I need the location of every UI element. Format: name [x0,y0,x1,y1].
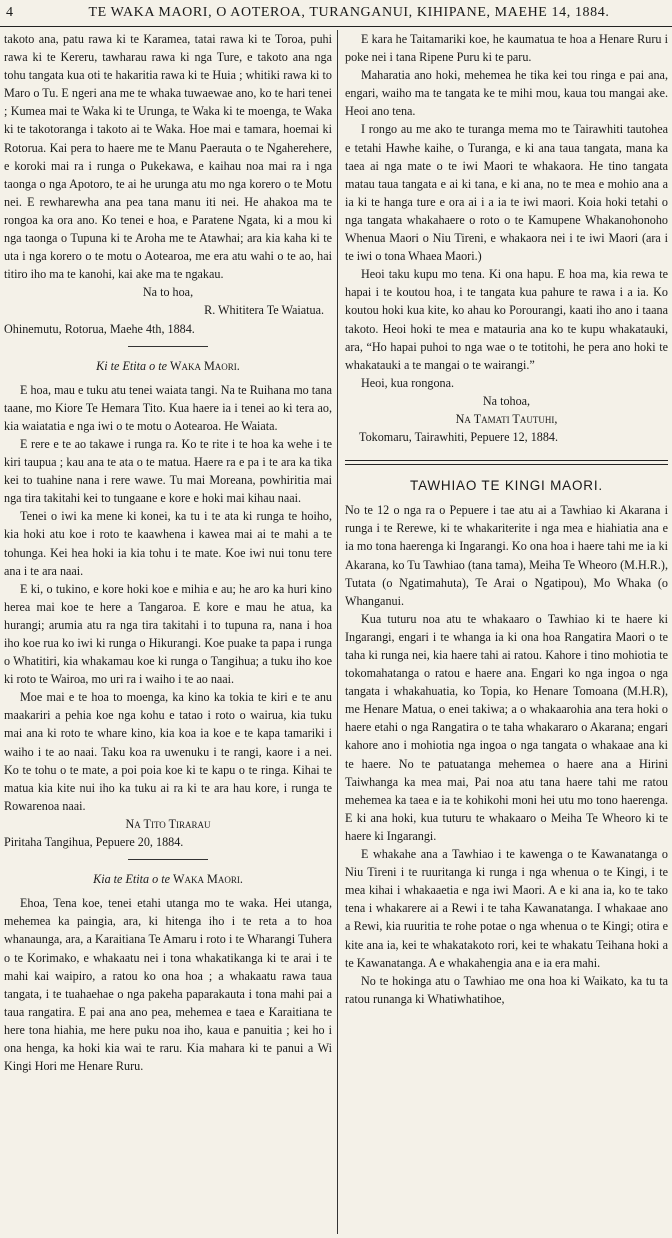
short-rule [128,346,208,347]
letter3-paragraph: Ehoa, Tena koe, tenei etahi utanga mo te waka. Hei utanga, mehemea ka paingia, ara, ki hitenga iho i te reta a to hoa whanaunga, ara, a Karaitiana Te Amaru i roto i te Wharangi Tuhera o te Korimako, e whakaatu nei i tona whakatikanga ki te arai i te mahi kai waipiro, a ratou ko ona hoa ; a whakaatu rawa taua tangata, i te tuahaehae o nga pakeha paparakauta i tona mahi pai a taua rangatira. E pai ana ano pea, mehemea e taea e Karaitiana te here tona hiahia, me here puku noa iho, kaua e panuitia ; kei ho i ona henga, ka hoki kia wai te raru. Kia mahara ki te panui a Wi Kingi Hori me Henare Ruru. [4,896,332,1074]
letter1-closing: Na to hoa, [142,285,194,300]
article-paragraph: Kua tuturu noa atu te whakaaro o Tawhiao ki te haere ki Ingarangi, engari i te whanga ia ki ona hoa Rangatira Maori o te taha ki runga nei, kia haere tahi ai ratou. Kahore i tino mohiotia te tokomahatanga o ratou e haere ana. Engari ko nga ingoa o nga tangata i whakahuatia, ko Topia, ko Henare Tomoana (M.H.R), me Henare Matua, o enei takiwa; a o whakaarohia ana tera hoki o haere etahi o nga Rangatira o te taha whakararo o Akarana; engari kahore ano i mohiotia nga ingoa o nga tangata o whakaae ana ki te haere. No te patuatanga mehemea o haere ana a Hirini Taiwhanga ka mea mai, Pai noa atu tana haere tahi me ratou mehemea ka taea e ia te kohikohi moni hei utu mo tono haerenga. E ki ana hoki, kua tuturu te whakaaro o Meiha Te Wheoro ki te haere ki Ingarangi. [345,611,668,843]
letter3-paragraph: Heoi, kua rongona. [361,375,455,390]
letter3-paragraph: Maharatia ano hoki, mehemea he tika kei tou ringa e pai ana, engari, waiho ma te tangata ke te mihi mou, kaua tou mangai ake. Heoi ano tena. [345,68,668,119]
letter2-paragraph: E rere e te ao takawe i runga ra. Ko te rite i te hoa ka wehe i te kiri taupua ; kau ana te ata o te matua. Haere ra e pa i te ara ka tika kei to tuahine nana i rere wawe. Tu mai Moreana, powhiritia mai nga tira takitahi kei to tungaane e kore e hoki mai kihau naai. [4,436,332,506]
article-paragraph: No te hokinga atu o Tawhiao me ona hoa ki Waikato, ka tu ta ratou runanga ki Whatiwhatihoe, [345,973,668,1006]
masthead-title: TE WAKA MAORI, O AOTEROA, TURANGANUI, KIHIPANE, MAEHE 14, 1884. [88,5,610,20]
masthead [0,0,672,27]
letter2-paragraph: E ki, o tukino, e kore hoki koe e mihia e au; he aro ka huri kino herea mai koe te here a Tangaroa. E kore e mau he atua, ka hurangi; arumia atu ra nga tira takitahi i to tupuna ra, nana i hoa iho koe rua ko iwi ki runga o Hikurangi. Koe puake ta papa i runga o Whatitiri, kia whakamau koe ki runga o Tangihua; a tuku iho koe ki roto te Wairoa, mo uri ra i waiho i te ao naai. [4,581,332,687]
letter2-heading: Ki te Etita o te Waka Maori. [96,358,240,373]
letter1-body: takoto ana, patu rawa ki te Karamea, tatai rawa ki te Toroa, puhi rawa ki te Kereru, tawharau rawa ki nga Ture, e takoto ana nga tohu tangata kua oti te hakaritia rawa ki te Huia ; whitiki rawa ki to Maro o Tu. E ngeri ana me te whaka tuwaewae ano, ko te hari tenei ; Kumea mai te Waka ki te Urunga, te Waka ki te moenga, te Waka ki te takotoranga i takoto ai te Waka. Hoe mai e tamara, hoemai ki Rotorua. Kai pera to haere me te Manu Paerauta o te Ngaherehere, e koroki mai ra i runga o Pukekawa, e kaihau noa mai ra i nga taonga o nga Apotoro, te ai he urunga atu mo nga korero o te Motu nei. E rewharewha ana pea tana manu iti nei. He ahakoa ma te rongoa ka ora ano. Ko tenei e hoa, e Paratene Ngata, ki a mou ki nga taonga o Tupuna ki te Aroha me te Atawhai; ara kia kaha ki te uta i nga korero o te motu o Aotearoa, me era atu wahi o te ao, hai titiro iho ma te kanohi, kai ake ma te ngakau. [4,32,332,282]
letter3-closing: Na tohoa, [482,393,531,408]
letter1-signature: R. Whititera Te Waiatua. [204,303,324,318]
article-paragraph: E whakahe ana a Tawhiao i te kawenga o te Kawanatanga o Niu Tireni i te ruuritanga ki runga i nga whenua o te Kingi, i te mea kihai i whakaaetia e nga iwi Maori. A e ki ana ia, ko te tako tena i whakarere ai a Rewi i te taha Kawanatanga. I whakaae ano a Rewi, kia ruuritia te rohe potae o nga whenua o te Kingi; otira e kite ana ia, kei te whakatakoto rori, kei te whakatu Teihana hoki a te Kawanatanga. A e whakahengia ana e ia era mahi. [345,847,668,970]
letter1-place-date: Ohinemutu, Rotorua, Maehe 4th, 1884. [4,321,195,336]
left-column [4,30,332,1234]
letter2-signature: Na Tito Tirarau [125,816,211,831]
letter3-signature: Na Tamati Tautuhi, [455,411,558,426]
double-rule [345,460,668,465]
letter3-paragraph: E kara he Taitamariki koe, he kaumatua te hoa a Henare Ruru i poke nei i tana Ripene Puru ki te paru. [345,32,668,65]
letter2-paragraph: Moe mai e te hoa to moenga, ka kino ka tokia te kiri e te anu maakariri a pehia koe nga kohu e tatao i roto o wairua, kia tuku mai ana ki roto te whare kino, kia koa ia koe e te kapa tamariki i waiho i te ao naai. Taku koa ra uwenuku i te rangi, kaore i a nei. Ko te tohu o te mate, a poi poia koe ki te kapu o te ringa. Kihai te matua kia kite nui iho ka tuku ai ra ki te ara hau kore, i runga te Rowarenoa naai. [4,690,332,813]
right-column [345,30,668,1234]
letter3-paragraph: I rongo au me ako te turanga mema mo te Tairawhiti tautohea e tetahi Hawhe kaihe, o Turanga, e ki ana taua tangata, mana ka taea ai nga mate o te iwi Maori te whakaora. He tino tangata matau taua tangata e ai ki tana, e ki ana, no te mea e mohio ana a ia ki te hanga ture e ora ai i a ia te iwi maori. Koia hoki tetahi o nga tangata whakahaere o roto o te Kamupene Whakanohonoho Whenua Maori o Niu Tireni, e whakaora nei i te iwi Maori (ara i te iwi o tona Whaea Maori.) [345,122,668,264]
page-number: 4 [6,5,14,20]
letter2-paragraph: E hoa, mau e tuku atu tenei waiata tangi. Na te Ruihana mo tana taane, mo Kiore Te Hemara Tito. Kua haere ia i tenei ao ki tera ao, kia waiatatia e nga iwi o te motu o Aotearoa. He Waiata. [4,382,332,433]
letter2-place-date: Piritaha Tangihua, Pepuere 20, 1884. [4,835,184,850]
letter3-place-date: Tokomaru, Tairawhiti, Pepuere 12, 1884. [359,430,559,445]
column-divider [337,30,338,1234]
article-title: TAWHIAO TE KINGI MAORI. [410,478,603,494]
short-rule [128,859,208,860]
article-paragraph: No te 12 o nga ra o Pepuere i tae atu ai a Tawhiao ki Akarana i runga i te Rerewe, ki te whakariterite i nga mea e hiahiatia ana e ia mo tona haerenga ki Ingarangi. Ko ona hoa i haere tahi me ia ki Akarana, ko Tu Tawhiao (tana tama), Meiha Te Wheoro (M.H.R.), Tutata (o Ngatimahuta), Te Arai o Ngatipou), Mo Whaka (o Whanganui. [345,503,668,608]
letter3-paragraph: Heoi taku kupu mo tena. Ki ona hapu. E hoa ma, kia rewa te hapai i te koutou hoa, i te tangata kua pahure te rawa i a ia. Ko koutou hoki kua kite, ko ahau ko Porourangi, kaati iho ano i taana takoto. Heoi hoki te mea e matauria ana ko te kupu whakatauki, ara, “Ho hapai puhoi to nga wae o te totitohi, he pera ano hoki te whakatauki a te mangai o te wairangi.” [345,267,668,372]
letter2-paragraph: Tenei o iwi ka mene ki konei, ka tu i te ata ki runga te hoiho, kia hoki atu koe i roto te kaawhena i kawea mai ai te mahi a te tohunga. Kei hea hoki ia kia tohu i te mate. Koe iwi nui tonu tere ana i te ara naai. [4,509,332,578]
letter3-heading: Kia te Etita o te Waka Maori. [93,872,243,887]
